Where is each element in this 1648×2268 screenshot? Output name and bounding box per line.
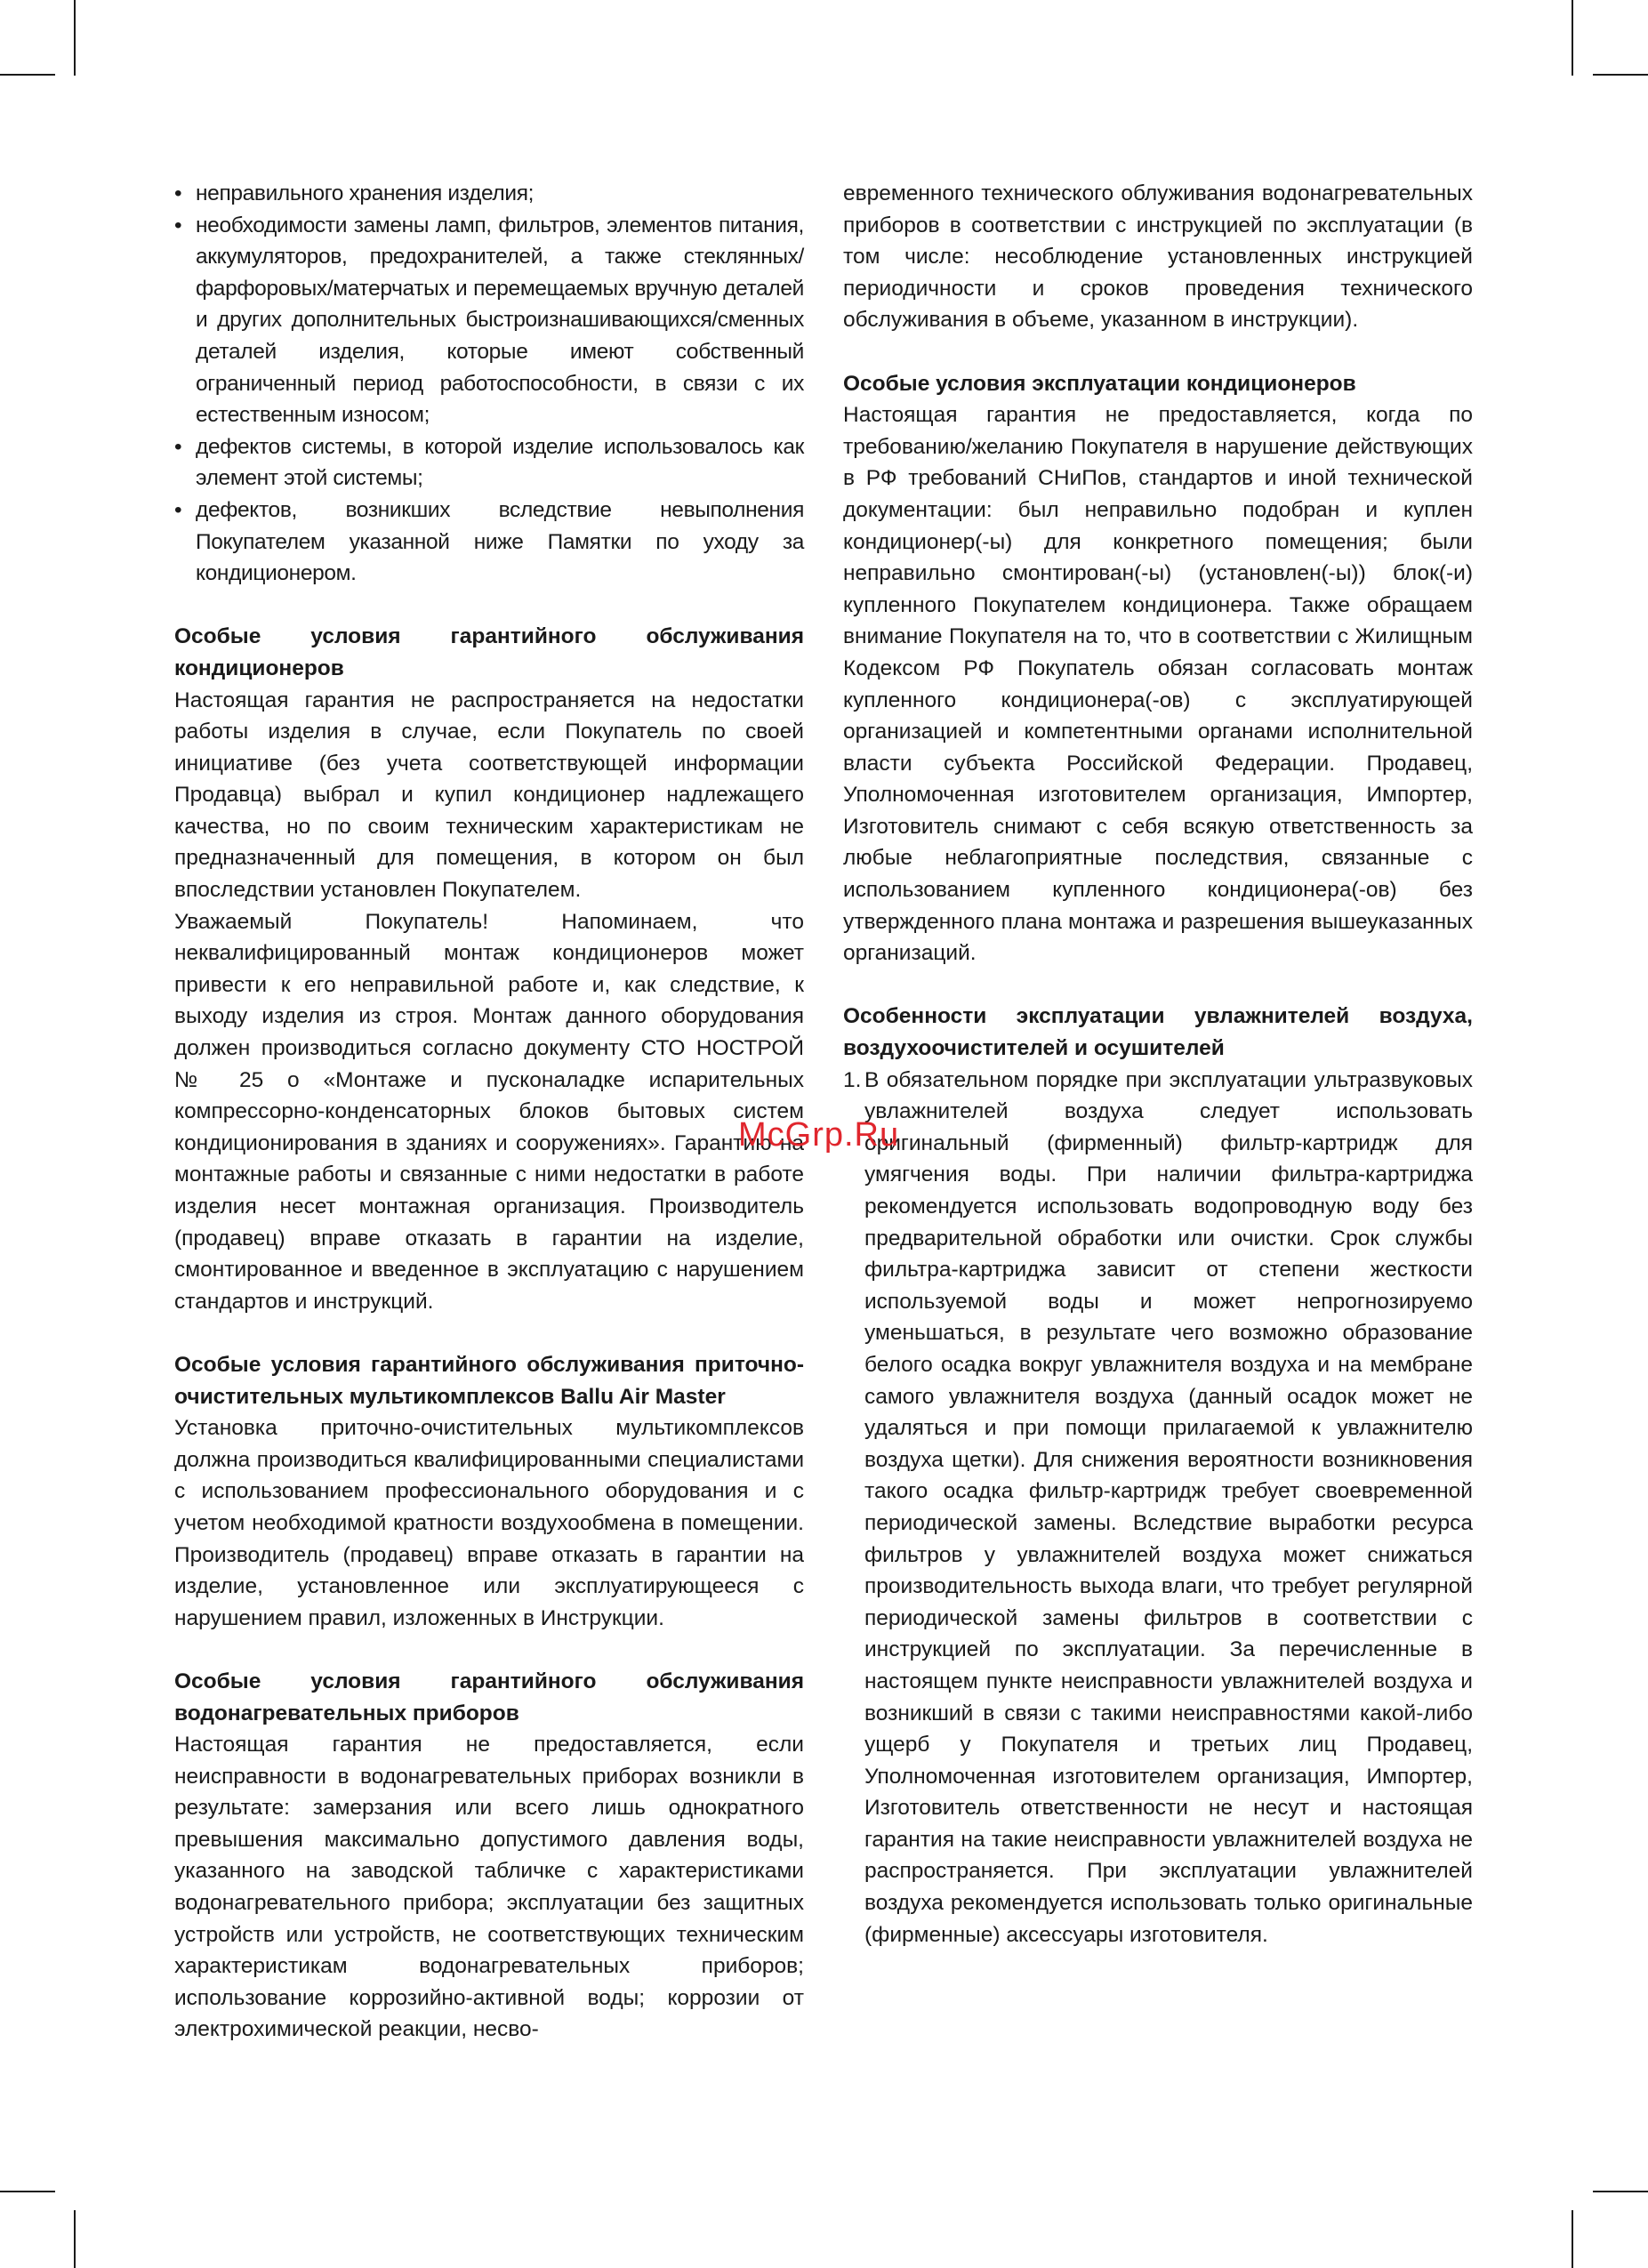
left-column [174, 178, 804, 2046]
paragraph: евременного технического облуживания водонагревательных приборов в соответствии с инструкцией по эксплуатации (в том числе: несоблюдение установленных инструкцией периодичности и сроков проведения технического обслуживания в объеме, указанном в инструкции). [843, 181, 1473, 333]
list-item: • необходимости замены ламп, фильтров, элементов питания, аккумуляторов, предохранителей, а также стеклянных/фарфоровых/матерчатых и перемещаемых вручную деталей и других дополнительных быстроизнашивающихся/сменных деталей изделия, которые имеют собственный ограниченный период работоспособности, в связи с их естественным износом; [174, 210, 804, 431]
crop-mark [1572, 0, 1573, 76]
crop-mark [74, 0, 76, 76]
section-heading: Особые условия гарантийного обслуживания кондиционеров [174, 624, 804, 680]
right-column [843, 178, 1473, 1950]
section-heading: Особые условия гарантийного обслуживания приточно-очистительных мультикомплексов Ballu Air Master [174, 1352, 804, 1409]
list-item: • дефектов системы, в которой изделие использовалось как элемент этой системы; [174, 431, 804, 495]
list-item: • дефектов, возникших вследствие невыполнения Покупателем указанной ниже Памятки по уходу за кондиционером. [174, 495, 804, 590]
item-text: В обязательном порядке при эксплуатации ультразвуковых увлажнителей воздуха следует использовать оригинальный (фирменный) фильтр-картридж для умягчения воды. При наличии фильтра-картриджа рекомендуется использовать водопроводную воду без предварительной обработки или очистки. Срок службы фильтра-картриджа зависит от степени жесткости используемой воды и может непрогнозируемо уменьшаться, в результате чего возможно образование белого осадка вокруг увлажнителя воздуха и на мембране самого увлажнителя воздуха (данный осадок может не удаляться и при помощи прилагаемой к увлажнителю воздуха щетки). Для снижения вероятности возникновения такого осадка фильтр-картридж требует своевременной периодической замены. Вследствие выработки ресурса фильтров у увлажнителей воздуха может снижаться производительность выхода влаги, что требует регулярной периодической замены фильтров в соответствии с инструкцией по эксплуатации. За перечисленные в настоящем пункте неисправности увлажнителей воздуха и возникший в связи с такими неисправностями какой-либо ущерб у Покупателя и третьих лиц Продавец, Уполномоченная изготовителем организация, Импортер, Изготовитель ответственности не несут и настоящая гарантия на такие неисправности увлажнителей воздуха не распространяется. При эксплуатации увлажнителей воздуха рекомендуется использовать только оригинальные (фирменные) аксессуары изготовителя. [864, 1067, 1473, 1947]
crop-mark [0, 2191, 55, 2192]
crop-mark [1593, 2191, 1648, 2192]
numbered-item [843, 1065, 1473, 1951]
watermark: McGrp.Ru [738, 1116, 900, 1154]
crop-mark [0, 74, 55, 76]
crop-mark [1572, 2210, 1573, 2268]
paragraph: Установка приточно-очистительных мультикомплексов должна производиться квалифицированными специалистами с использованием профессионального оборудования и с учетом необходимой кратности воздухообмена в помещении. Производитель (продавец) вправе отказать в гарантии на изделие, установленное или эксплуатирующееся с нарушением правил, изложенных в Инструкции. [174, 1416, 804, 1630]
crop-mark [74, 2210, 76, 2268]
crop-mark [1593, 74, 1648, 76]
section-heading: Особенности эксплуатации увлажнителей воздуха, воздухоочистителей и осушителей [843, 1004, 1473, 1061]
list-item: • неправильного хранения изделия; [174, 178, 804, 210]
bullet-list [174, 178, 804, 590]
item-number: 1. [843, 1067, 862, 1092]
paragraph: Уважаемый Покупатель! Напоминаем, что неквалифицированный монтаж кондиционеров может привести к его неправильной работе и, как следствие, к выходу изделия из строя. Монтаж данного оборудования должен производиться согласно документу СТО НОСТРОЙ № 25 о «Монтаже и пусконаладке испарительных компрессорно-конденсаторных блоков бытовых систем кондиционирования в зданиях и сооружениях». Гарантию на монтажные работы и связанные с ними недостатки в работе изделия несет монтажная организация. Производитель (продавец) вправе отказать в гарантии на изделие, смонтированное и введенное в эксплуатацию с нарушением стандартов и инструкций. [174, 909, 804, 1314]
paragraph: Настоящая гарантия не предоставляется, когда по требованию/желанию Покупателя в нарушение действующих в РФ требований СНиПов, стандартов и иной технической документации: был неправильно подобран и куплен кондиционер(-ы) для конкретного помещения; были неправильно смонтирован(-ы) (установлен(-ы)) блок(-и) купленного Покупателем кондиционера. Также обращаем внимание Покупателя на то, что в соответствии с Жилищным Кодексом РФ Покупатель обязан согласовать монтаж купленного кондиционера(-ов) с эксплуатирующей организацией и компетентными органами исполнительной власти субъекта Российской Федерации. Продавец, Уполномоченная изготовителем организация, Импортер, Изготовитель снимают с себя всякую ответственность за любые неблагоприятные последствия, связанные с использованием купленного кондиционера(-ов) без утвержденного плана монтажа и разрешения вышеуказанных организаций. [843, 403, 1473, 966]
section-heading: Особые условия гарантийного обслуживания водонагревательных приборов [174, 1669, 804, 1725]
section-heading: Особые условия эксплуатации кондиционеров [843, 371, 1356, 396]
paragraph: Настоящая гарантия не распространяется на недостатки работы изделия в случае, если Покупатель по своей инициативе (без учета соответствующей информации Продавца) выбрал и купил кондиционер надлежащего качества, но по своим техническим характеристикам не предназначенный для помещения, в котором он был впоследствии установлен Покупателем. [174, 688, 804, 903]
paragraph: Настоящая гарантия не предоставляется, если неисправности в водонагревательных приборах возникли в результате: замерзания или всего лишь однократного превышения максимально допустимого давления воды, указанного на заводской табличке с характеристиками водонагревательного прибора; эксплуатации без защитных устройств или устройств, не соответствующих техническим характеристикам водонагревательных приборов; использование коррозийно-активной воды; коррозии от электрохимической реакции, несво- [174, 1733, 804, 2042]
